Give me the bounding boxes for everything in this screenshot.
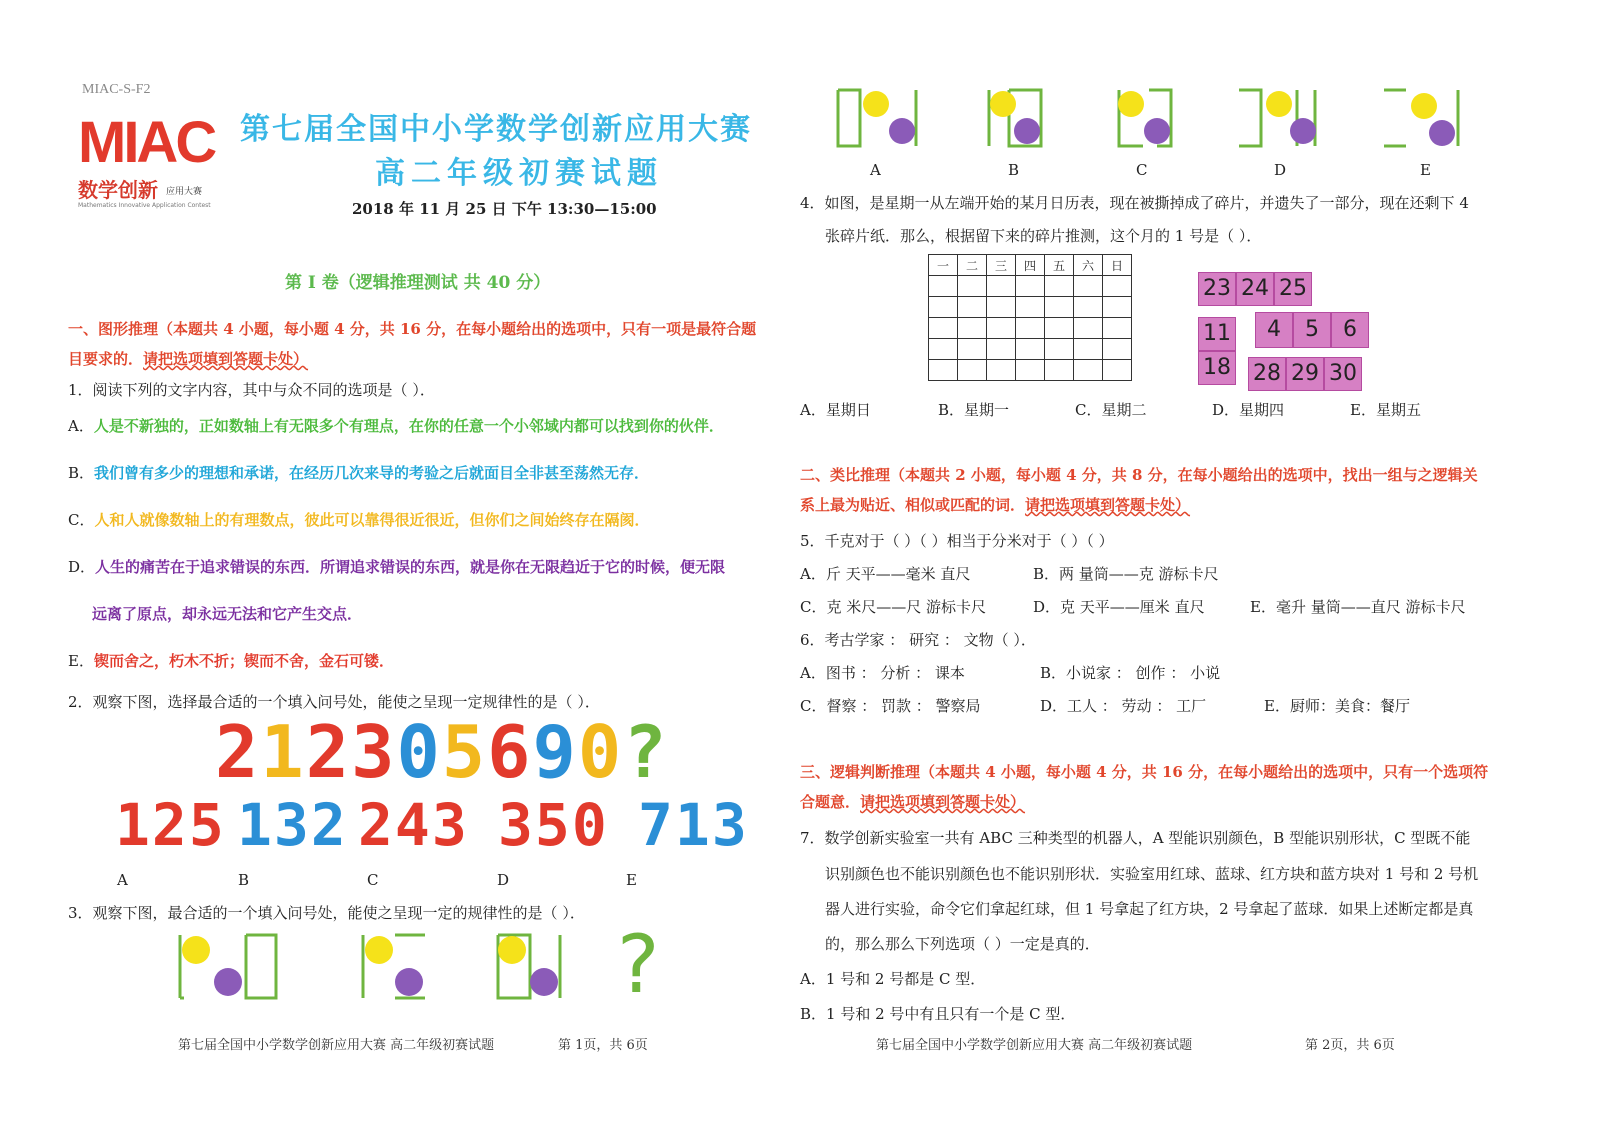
q3-question-mark: ? bbox=[617, 918, 660, 1011]
q7-option-b: B．1 号和 2 号中有且只有一个是 C 型． bbox=[800, 1005, 1076, 1023]
q7-option-a: A．1 号和 2 号都是 C 型． bbox=[800, 970, 986, 988]
seq-digit: 3 bbox=[351, 710, 397, 794]
q3-options-figures bbox=[830, 86, 1480, 152]
q3-label-d: D bbox=[1274, 161, 1287, 179]
q1-option-e-text: 锲而舍之，朽木不折；锲而不舍，金石可镂． bbox=[93, 652, 394, 670]
seq-digit: 9 bbox=[532, 710, 578, 794]
logo-en: Mathematics Innovative Application Contest bbox=[78, 202, 211, 209]
q2-opt-c: 243 bbox=[358, 791, 469, 859]
q4-option-b-text: 星期一 bbox=[964, 401, 1010, 419]
piece-cell: 5 bbox=[1293, 312, 1331, 348]
logo-sub: 应用大赛 bbox=[166, 187, 203, 197]
section-2-header bbox=[800, 460, 1510, 520]
q1-option-a-text: 人是不新独的，正如数轴上有无限多个有理点，在你的任意一个小邻域内都可以找到你的伙伴． bbox=[93, 417, 724, 435]
question-6: 6．考古学家 ： 研究 ： 文物（ ）． bbox=[800, 631, 1036, 649]
page-number-left: 第 1页，共 6页 bbox=[558, 1038, 648, 1053]
section-3-text: 三、逻辑判断推理（本题共 4 小题，每小题 4 分，共 16 分，在每小题给出的选项中，只有一个选项符 bbox=[800, 763, 1489, 781]
q3-figure-2 bbox=[355, 930, 435, 1002]
q2-option-b-digits bbox=[237, 792, 348, 858]
q4-option-e bbox=[1350, 400, 1421, 420]
weekday-tue: 二 bbox=[958, 255, 987, 276]
footer-left: 第七届全国中小学数学创新应用大赛 高二年级初赛试题 bbox=[178, 1038, 495, 1053]
section-1-header bbox=[68, 314, 778, 374]
seq-digit: 0 bbox=[396, 710, 442, 794]
option-label: A． bbox=[68, 417, 94, 435]
section-1-tail: 请把选项填到答题卡处） bbox=[143, 350, 309, 368]
calendar-piece-1 bbox=[1198, 272, 1312, 306]
section-1-text: 一、图形推理（本题共 4 小题，每小题 4 分，共 16 分，在每小题给出的选项中，只有一项是最符合题 bbox=[68, 320, 757, 338]
calendar-piece-3 bbox=[1255, 312, 1369, 348]
question-mark: ? bbox=[623, 710, 669, 794]
weekday-thu: 四 bbox=[1016, 255, 1045, 276]
q3-label-c: C bbox=[1136, 161, 1148, 179]
option-label: A． bbox=[800, 401, 826, 419]
piece-cell: 28 bbox=[1248, 357, 1286, 391]
q2-opt-a: 125 bbox=[115, 791, 226, 859]
piece-cell: 24 bbox=[1236, 272, 1274, 306]
piece-cell: 4 bbox=[1255, 312, 1293, 348]
question-2: 2．观察下图，选择最合适的一个填入问号处，能使之呈现一定规律性的是（ ）． bbox=[68, 693, 600, 711]
question-7-line3: 器人进行实验，命令它们拿起红球，但 1 号拿起了红方块，2 号拿起了蓝球．如果上述断定都是真 bbox=[825, 900, 1474, 918]
seq-digit: 1 bbox=[260, 710, 306, 794]
calendar-piece-2 bbox=[1198, 317, 1236, 385]
q4-option-a bbox=[800, 400, 871, 420]
q2-label-e: E bbox=[626, 871, 637, 889]
q1-option-d-text: 人生的痛苦在于追求错误的东西．所谓追求错误的东西，就是你在无限趋近于它的时候，便无限 bbox=[95, 558, 726, 576]
q2-label-c: C bbox=[367, 871, 379, 889]
option-label: B． bbox=[938, 401, 965, 419]
q2-option-a-digits bbox=[115, 792, 226, 858]
q4-option-d bbox=[1212, 400, 1284, 420]
weekday-fri: 五 bbox=[1045, 255, 1074, 276]
q3-label-b: B bbox=[1008, 161, 1020, 179]
q5-option-e: E．毫升 量筒——直尺 游标卡尺 bbox=[1250, 598, 1466, 616]
seq-digit: 6 bbox=[487, 710, 533, 794]
contest-title: 第七届全国中小学数学创新应用大赛 bbox=[240, 112, 752, 147]
section-2-text: 二、类比推理（本题共 2 小题，每小题 4 分，共 8 分，在每小题给出的选项中，找出一组与之逻辑关 bbox=[800, 466, 1478, 484]
q4-option-a-text: 星期日 bbox=[825, 401, 871, 419]
weekday-mon: 一 bbox=[929, 255, 958, 276]
q6-option-b: B．小说家 ： 创作 ： 小说 bbox=[1040, 664, 1221, 682]
q3-label-a: A bbox=[870, 161, 881, 179]
footer-right: 第七届全国中小学数学创新应用大赛 高二年级初赛试题 bbox=[876, 1038, 1193, 1053]
doc-code: MIAC-S-F2 bbox=[82, 82, 151, 97]
q2-option-c-digits bbox=[358, 792, 469, 858]
section-3-tail: 请把选项填到答题卡处） bbox=[860, 793, 1026, 811]
section-1-text-2: 目要求的． bbox=[68, 350, 144, 368]
q3-option-d-figure bbox=[1239, 90, 1316, 146]
option-label: E． bbox=[68, 652, 94, 670]
option-label: D． bbox=[68, 558, 96, 576]
q2-label-b: B bbox=[238, 871, 250, 889]
piece-cell: 23 bbox=[1198, 272, 1236, 306]
calendar-piece-4 bbox=[1248, 357, 1362, 391]
piece-cell: 11 bbox=[1198, 317, 1236, 351]
section-2-tail: 请把选项填到答题卡处） bbox=[1025, 496, 1191, 514]
q1-option-c bbox=[68, 510, 650, 530]
q3-option-b-figure bbox=[989, 90, 1041, 146]
q5-option-c: C．克 米尺——尺 游标卡尺 bbox=[800, 598, 987, 616]
question-3: 3．观察下图，最合适的一个填入问号处，能使之呈现一定的规律性的是（ ）． bbox=[68, 904, 585, 922]
q1-option-d-cont bbox=[92, 604, 362, 624]
seq-digit: 0 bbox=[577, 710, 624, 794]
q3-option-e-figure bbox=[1384, 90, 1458, 146]
question-4-line1: 4．如图，是星期一从左端开始的某月日历表，现在被撕掉成了碎片，并遗失了一部分，现在还剩下 4 bbox=[800, 194, 1469, 212]
logo-cn: 数学创新 bbox=[78, 178, 158, 202]
weekday-sun: 日 bbox=[1103, 255, 1132, 276]
option-label: D． bbox=[1212, 401, 1240, 419]
q1-option-c-text: 人和人就像数轴上的有理数点，彼此可以靠得很近很近，但你们之间始终存在隔阂． bbox=[94, 511, 650, 529]
option-label: C． bbox=[1075, 401, 1102, 419]
question-7-line2: 识别颜色也不能识别颜色也不能识别形状．实验室用红球、蓝球、红方块和蓝方块对 1 号和 2 号机 bbox=[825, 865, 1479, 883]
seq-digit: 2 bbox=[215, 710, 261, 794]
q6-option-a: A．图书 ： 分析 ： 课本 bbox=[800, 664, 965, 682]
q2-opt-d: 350 bbox=[498, 791, 609, 859]
q4-option-b bbox=[938, 400, 1009, 420]
section-3-header bbox=[800, 757, 1510, 817]
logo-main: MIAC bbox=[78, 110, 215, 175]
page-number-right: 第 2页，共 6页 bbox=[1305, 1038, 1395, 1053]
q1-option-a bbox=[68, 416, 724, 436]
q1-option-b bbox=[68, 463, 649, 483]
question-1: 1．阅读下列的文字内容，其中与众不同的选项是（ ）． bbox=[68, 381, 435, 399]
q5-option-d: D．克 天平——厘米 直尺 bbox=[1033, 598, 1205, 616]
question-7-line4: 的，那么那么下列选项（ ）一定是真的． bbox=[825, 935, 1100, 953]
weekday-sat: 六 bbox=[1074, 255, 1103, 276]
seq-digit: 2 bbox=[305, 710, 352, 794]
exam-date: 2018 年 11 月 25 日 下午 13:30—15:00 bbox=[352, 200, 657, 218]
q3-label-e: E bbox=[1420, 161, 1431, 179]
q2-label-d: D bbox=[497, 871, 510, 889]
section-2-text-2: 系上最为贴近、相似或匹配的词． bbox=[800, 496, 1026, 514]
q2-opt-e: 713 bbox=[638, 791, 749, 859]
logo-text bbox=[78, 112, 214, 174]
q1-option-e bbox=[68, 651, 394, 671]
section-3-text-2: 合题意． bbox=[800, 793, 861, 811]
q2-option-d-digits bbox=[498, 792, 609, 858]
q5-option-a: A．斤 天平——毫米 直尺 bbox=[800, 565, 971, 583]
calendar-grid bbox=[928, 254, 1132, 381]
question-5: 5．千克对于（ ）（ ）相当于分米对于（ ）（ ） bbox=[800, 532, 1114, 550]
option-label: C． bbox=[68, 511, 95, 529]
q4-option-c bbox=[1075, 400, 1147, 420]
piece-cell: 6 bbox=[1331, 312, 1369, 348]
q1-option-d-text-2: 远离了原点，却永远无法和它产生交点． bbox=[92, 605, 363, 623]
q3-option-a-figure bbox=[838, 90, 916, 146]
piece-cell: 30 bbox=[1324, 357, 1362, 391]
volume-title: 第 I 卷（逻辑推理测试 共 40 分） bbox=[285, 273, 551, 293]
q6-option-c: C．督察 ： 罚款 ： 警察局 bbox=[800, 697, 981, 715]
digit-sequence bbox=[215, 712, 669, 792]
q2-opt-b: 132 bbox=[237, 791, 348, 859]
q2-option-e-digits bbox=[638, 792, 749, 858]
piece-cell: 29 bbox=[1286, 357, 1324, 391]
q5-option-b: B．两 量筒——克 游标卡尺 bbox=[1033, 565, 1219, 583]
weekday-wed: 三 bbox=[987, 255, 1016, 276]
q6-option-d: D．工人 ： 劳动 ： 工厂 bbox=[1040, 697, 1207, 715]
q6-option-e: E．厨师：美食：餐厅 bbox=[1264, 697, 1410, 715]
q3-option-c-figure bbox=[1118, 90, 1171, 146]
piece-cell: 18 bbox=[1198, 351, 1236, 385]
q1-option-d bbox=[68, 557, 725, 577]
question-4-line2: 张碎片纸．那么，根据留下来的碎片推测，这个月的 1 号是（ ）． bbox=[825, 227, 1262, 245]
exam-title: 高二年级初赛试题 bbox=[375, 156, 663, 191]
q3-figure-1 bbox=[170, 930, 280, 1002]
q3-figure-3 bbox=[490, 930, 570, 1002]
miac-logo bbox=[78, 112, 218, 212]
seq-digit: 5 bbox=[441, 710, 488, 794]
q1-option-b-text: 我们曾有多少的理想和承诺，在经历几次来导的考验之后就面目全非甚至荡然无存． bbox=[94, 464, 650, 482]
q2-label-a: A bbox=[117, 871, 128, 889]
option-label: E． bbox=[1350, 401, 1376, 419]
question-7-line1: 7．数学创新实验室一共有 ABC 三种类型的机器人，A 型能识别颜色，B 型能识别形状，C 型既不能 bbox=[800, 829, 1471, 847]
option-label: B． bbox=[68, 464, 95, 482]
q4-option-e-text: 星期五 bbox=[1375, 401, 1421, 419]
q4-option-d-text: 星期四 bbox=[1239, 401, 1285, 419]
piece-cell: 25 bbox=[1274, 272, 1312, 306]
q4-option-c-text: 星期二 bbox=[1101, 401, 1147, 419]
